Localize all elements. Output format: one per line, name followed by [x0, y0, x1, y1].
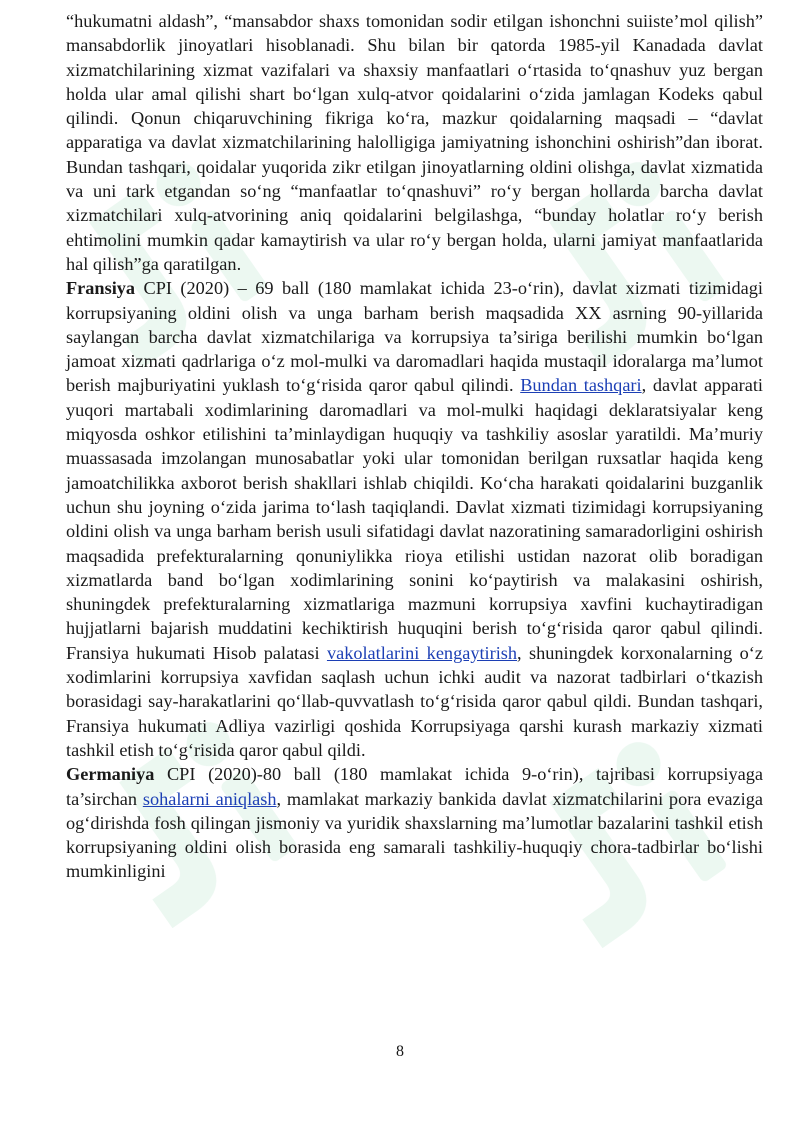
link-vakolatlarini-kengaytirish[interactable]: vakolatlarini kengaytirish	[326, 642, 518, 663]
paragraph-germany	[66, 762, 763, 883]
france-text-2: , davlat apparati yuqori martabali xodimlarining daromadlari va mol-mulki haqidagi deklaratsiyalar keng miqyosda oshkor etilishini ta’minlaydigan huquqiy va tashkiliy asoslar yaratildi. Ma’muriy muassasada imzolangan munosabatlar yoki ular tomonidan berilgan ruxsatlar haqida keng jamoatchilikka axborot berish shakllari ishlab chiqildi. Ko‘cha harakati qoidalarini buzganlik uchun shu joyning o‘zida jarima to‘lash taqiqlandi. Davlat xizmati tizimidagi korrupsiyaning oldini olish va unga barham berish usuli sifatidagi davlat nazoratining samaradorligini oshirish maqsadida prefekturalarning qonuniylikka rioya etilishi ustidan nazorat olib boradigan xizmatlarda band bo‘lgan xodimlarining sonini ko‘paytirish va malakasini oshirish, shuningdek prefekturalarning xizmatlariga mazmuni korrupsiya xavfini kuchaytiradigan hujjatlarni bajarish muddatini kechiktirish huquqini berish to‘g‘risida qaror qabul qilindi. Fransiya hukumati Hisob palatasi	[66, 375, 764, 663]
france-text-1: CPI (2020) – 69 ball (180 mamlakat ichida 23-o‘rin), davlat xizmati tizimidagi korrupsiyaning oldini olish va unga barham berish maqsadida XX asrning 90-yillarida saylangan barcha davlat xizmatchilariga va korrupsiya ta’siriga berilishi mumkin bo‘lgan jamoat xizmati qadrlariga o‘z mol-mulki va daromadlari haqida mustaqil idoralarga ma’lumot berish majburiyatini yuklash to‘g‘risida qaror qabul qilindi.	[66, 278, 763, 396]
germany-text-2: , mamlakat markaziy bankida davlat xizmatchilarini pora evaziga og‘dirishda fosh qilingan jismoniy va yuridik shaxslarning ma’lumotlar bazalarini tashkil etish korrupsiyaning oldini olish borasida eng samarali tashkiliy-huquqiy chora-tadbirlar bo‘lishi mumkinligini	[66, 788, 763, 882]
paragraph-canada: “hukumatni aldash”, “mansabdor shaxs tomonidan sodir etilgan ishonchni suiiste’mol qilish” mansabdorlik jinoyatlari hisoblanadi. Shu bilan bir qatorda 1985-yil Kanadada davlat xizmatchilarining xizmat vazifalari va shaxsiy manfaatlari o‘rtasida to‘qnashuv yuz bergan holda ular amal qilishi shart bo‘lgan xulq-atvor qoidalarini o‘zida jamlagan Kodeks qabul qilindi. Qonun chiqaruvchining fikriga ko‘ra, mazkur qoidalarning maqsadi – “davlat apparatiga va davlat xizmatchilarining halolligiga jamiyatning ishonchini oshirish”dan iborat. Bundan tashqari, qoidalar yuqorida zikr etilgan jinoyatlarning oldini olishga, davlat xizmatida va uni tark etgandan so‘ng “manfaatlar to‘qnashuvi” ro‘y bergan hollarda barcha davlat xizmatchilari xulq-atvorining aniq qoidalarini belgilashga, “bunday holatlar ro‘y berish ehtimolini mumkin qadar kamaytirish va ular ro‘y bergan holda, ularni jamiyat manfaatlarida hal qilish”ga qaratilgan.	[66, 11, 763, 274]
paragraph-france	[66, 276, 763, 762]
heading-france: Fransiya	[66, 278, 136, 299]
page-body	[66, 9, 763, 884]
germany-text-1: CPI (2020)-80 ball (180 mamlakat ichida 9-o‘rin), tajribasi korrupsiyaga ta’sirchan	[66, 764, 763, 809]
link-bundan-tashqari[interactable]: Bundan tashqari	[520, 375, 642, 396]
link-sohalarni-aniqlash[interactable]: sohalarni aniqlash	[142, 788, 277, 809]
france-text-3: , shuningdek korxonalarning o‘z xodimlarini korrupsiya xavfidan saqlash uchun ichki audit va nazorat tadbirlari o‘tkazish borasidagi say-harakatlarini qo‘llab-quvvatlash to‘g‘risida qaror qabul qildi. Bundan tashqari, Fransiya hukumati Adliya vazirligi qoshida Korrupsiyaga qarshi kurash markaziy xizmati tashkil etish to‘g‘risida qaror qabul qildi.	[66, 642, 763, 760]
heading-germany: Germaniya	[66, 764, 155, 785]
page-number: 8	[396, 1043, 404, 1060]
